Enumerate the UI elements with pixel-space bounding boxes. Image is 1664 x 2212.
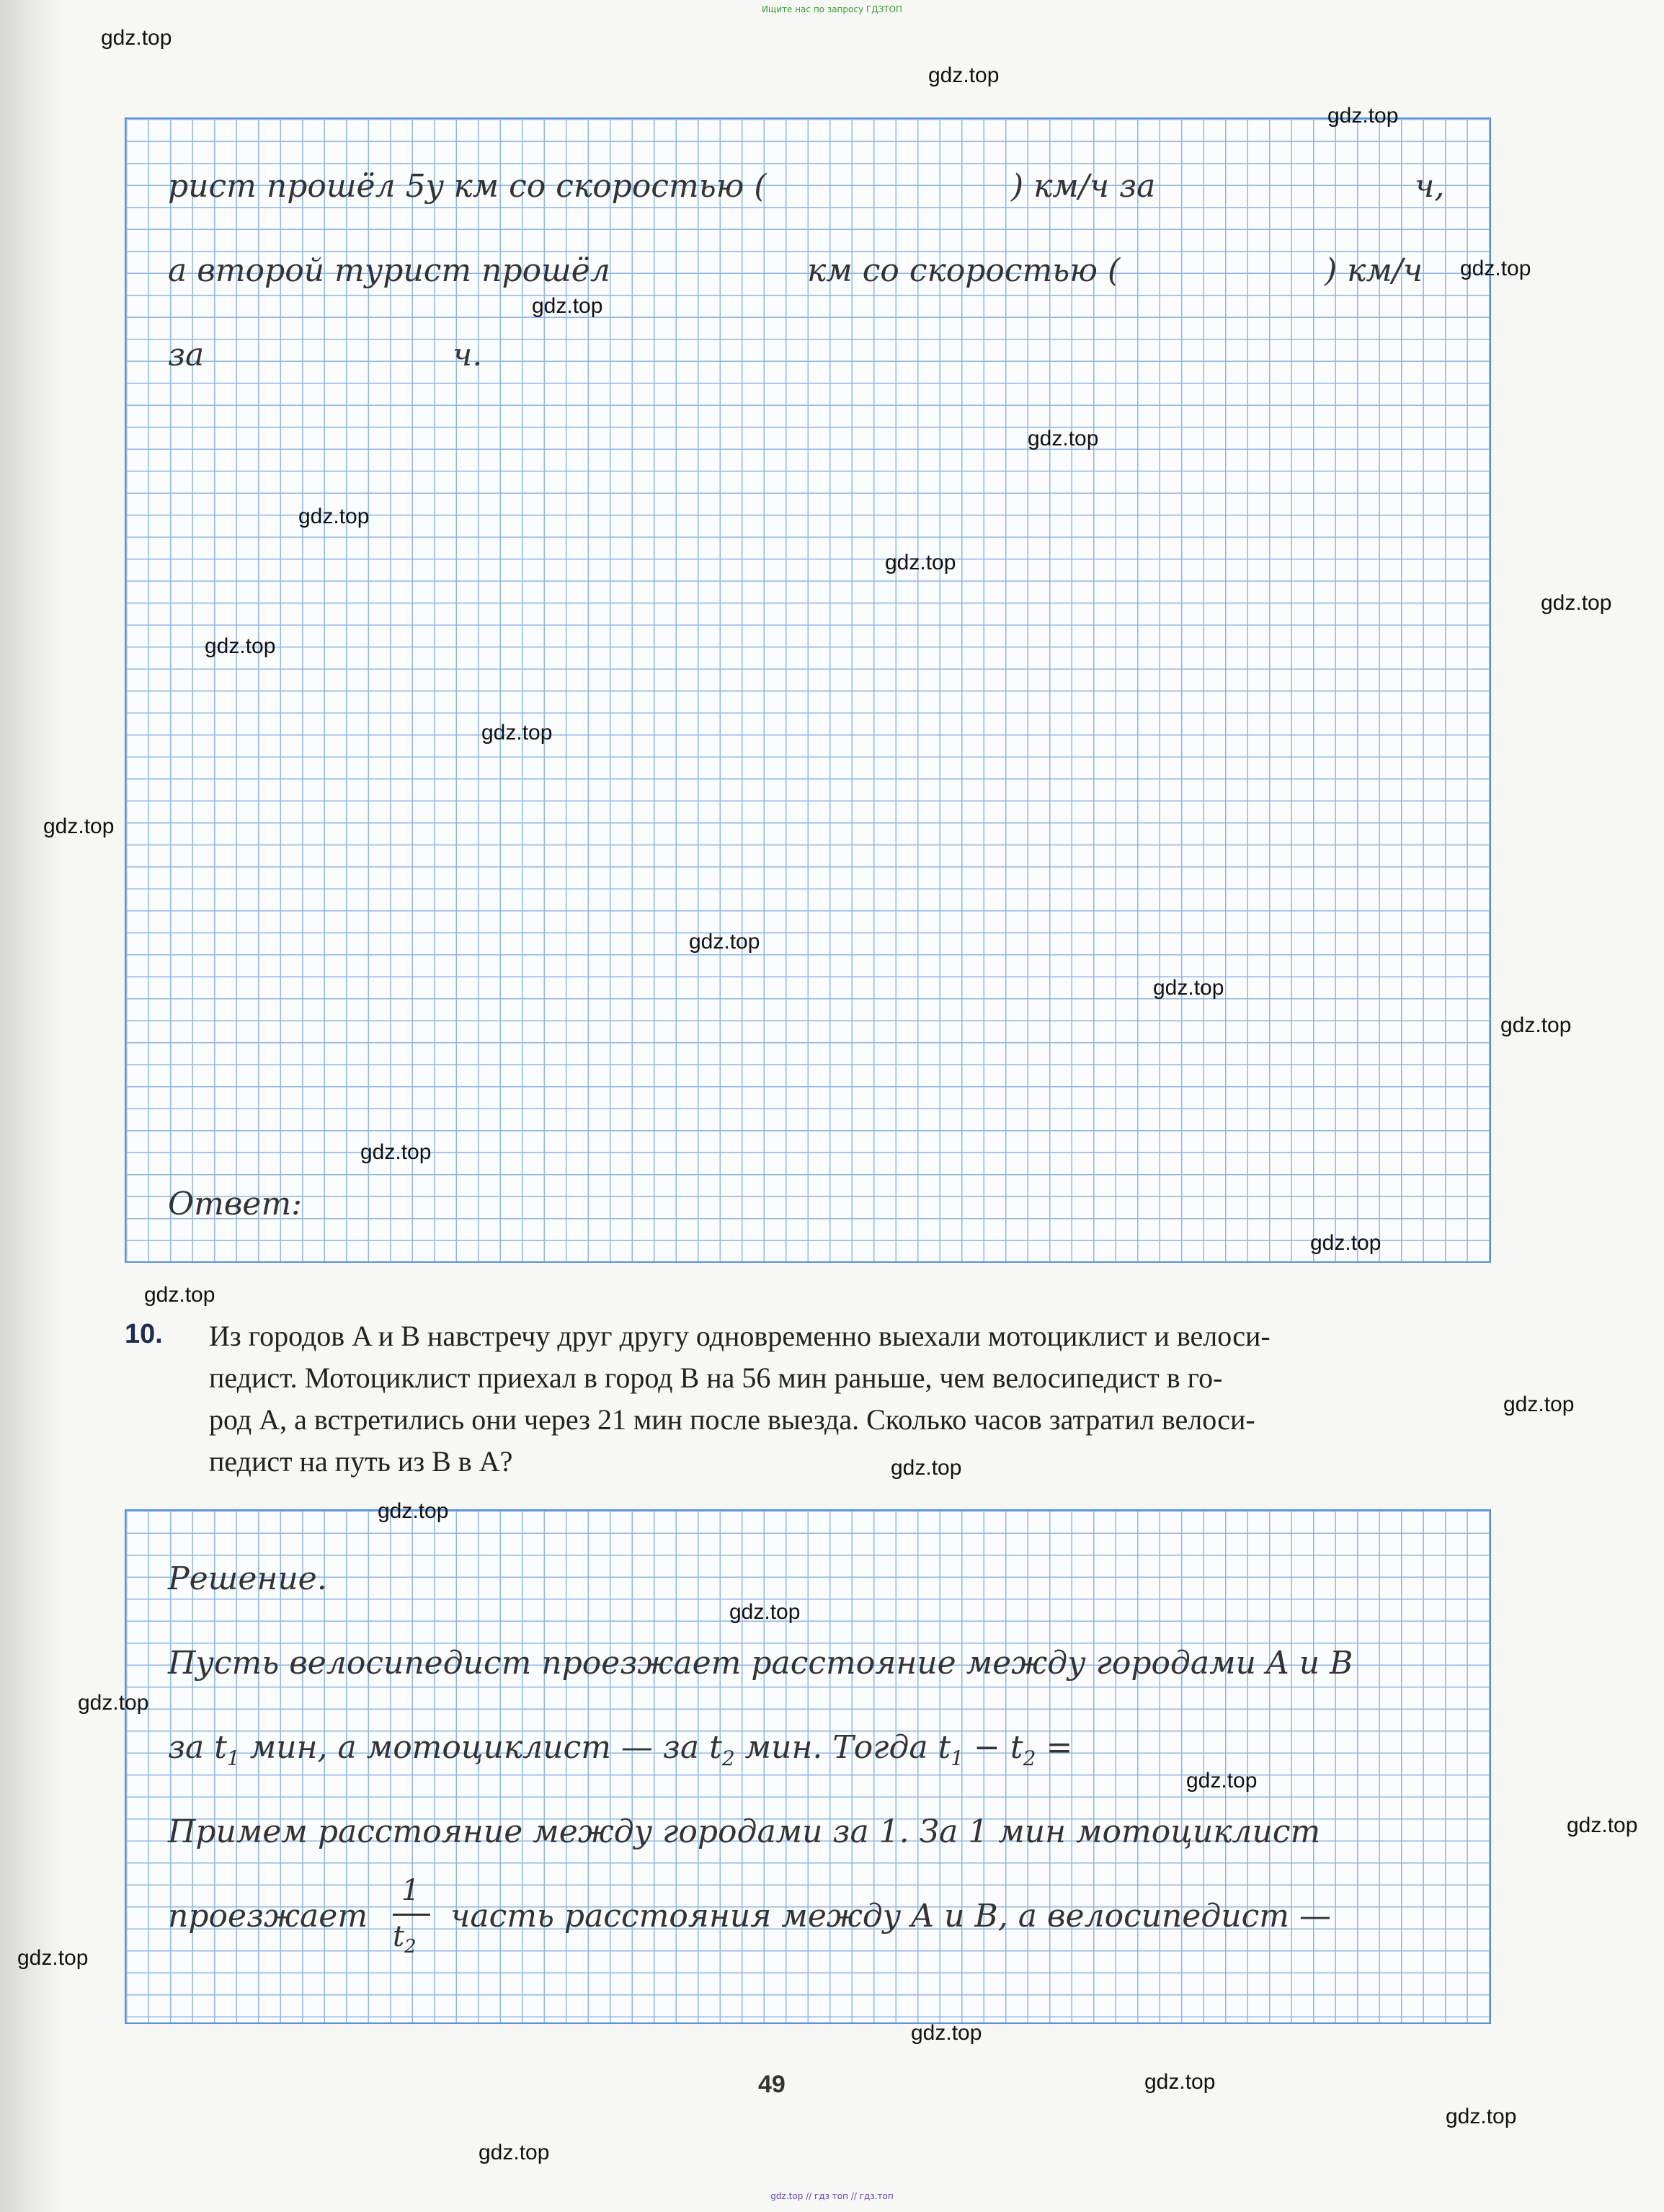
- watermark: gdz.top: [532, 294, 603, 318]
- watermark: gdz.top: [1500, 1013, 1572, 1037]
- fraction-denominator: $t_2$: [393, 1920, 417, 1958]
- page-number: 49: [758, 2071, 786, 2098]
- watermark: gdz.top: [298, 505, 370, 528]
- hw-line3-part-a: за: [168, 337, 205, 373]
- watermark: gdz.top: [378, 1499, 449, 1523]
- fraction-one-over-t2: [393, 1874, 436, 1960]
- watermark: gdz.top: [360, 1140, 432, 1164]
- page-gutter-shadow: [0, 0, 65, 2212]
- watermark: gdz.top: [1310, 1231, 1382, 1255]
- watermark: gdz.top: [1186, 1769, 1258, 1793]
- watermark: gdz.top: [17, 1946, 89, 1970]
- watermark: gdz.top: [1446, 2105, 1517, 2128]
- answer-label: Ответ:: [168, 1186, 302, 1222]
- watermark: gdz.top: [205, 634, 276, 658]
- answer-grid-upper: [125, 117, 1491, 1263]
- watermark: gdz.top: [928, 63, 1000, 87]
- header-note: Ищите нас по запросу ГДЗТОП: [761, 4, 903, 14]
- watermark: gdz.top: [689, 930, 760, 954]
- watermark: gdz.top: [1567, 1813, 1638, 1837]
- task-text-line-1: Из городов A и B навстречу друг другу одновременно выехали мотоциклист и велоси-: [209, 1320, 1271, 1352]
- watermark: gdz.top: [1460, 257, 1531, 280]
- task-text-line-2: педист. Мотоциклист приехал в город B на 56 мин раньше, чем велосипедист в го-: [209, 1362, 1223, 1394]
- hw-line2-part-a: а второй турист прошёл: [168, 252, 610, 289]
- watermark: gdz.top: [911, 2021, 982, 2045]
- solution-line-4-start: проезжает: [168, 1898, 368, 1935]
- hw-line1-part-a: рист прошёл 5y км со скоростью (: [168, 168, 767, 205]
- watermark: gdz.top: [101, 26, 172, 50]
- hw-line1-part-c: ч,: [1415, 168, 1445, 205]
- solution-line-3: Примем расстояние между городами за 1. За 1 мин мотоциклист: [168, 1813, 1321, 1850]
- watermark: gdz.top: [78, 1691, 149, 1715]
- watermark: gdz.top: [1153, 976, 1224, 1000]
- task-number: 10.: [125, 1319, 163, 1349]
- watermark: gdz.top: [479, 2141, 550, 2164]
- watermark: gdz.top: [729, 1600, 801, 1624]
- solution-label: Решение.: [168, 1560, 327, 1597]
- solution-line-2: за $t_1$ мин, а мотоциклист — за $t_2$ мин. Тогда $t_1 - t_2$ =: [168, 1729, 1073, 1770]
- watermark: gdz.top: [1028, 427, 1099, 450]
- watermark: gdz.top: [1144, 2070, 1216, 2094]
- watermark: gdz.top: [43, 814, 115, 838]
- task-text-line-4: педист на путь из B в A?: [209, 1445, 513, 1478]
- fraction-numerator: 1: [401, 1874, 420, 1907]
- watermark: gdz.top: [1327, 104, 1399, 128]
- footer-note: gdz.top // гдз топ // гдз.топ: [770, 2191, 894, 2201]
- fraction-bar: [393, 1914, 430, 1916]
- watermark: gdz.top: [144, 1283, 215, 1307]
- task-text-line-3: род A, а встретились они через 21 мин после выезда. Сколько часов затратил велоси-: [209, 1403, 1255, 1436]
- hw-line2-part-c: ) км/ч: [1325, 252, 1423, 289]
- watermark: gdz.top: [1541, 591, 1612, 615]
- hw-line3-part-b: ч.: [453, 337, 483, 373]
- watermark: gdz.top: [885, 551, 956, 574]
- hw-line1-part-b: ) км/ч за: [1011, 168, 1156, 205]
- watermark: gdz.top: [891, 1456, 962, 1480]
- solution-line-4-end: часть расстояния между A и B, а велосипедист —: [450, 1898, 1332, 1935]
- hw-line2-part-b: км со скоростью (: [807, 252, 1121, 289]
- watermark: gdz.top: [481, 721, 553, 745]
- solution-line-1: Пусть велосипедист проезжает расстояние между городами A и B: [168, 1645, 1353, 1682]
- watermark: gdz.top: [1503, 1393, 1575, 1416]
